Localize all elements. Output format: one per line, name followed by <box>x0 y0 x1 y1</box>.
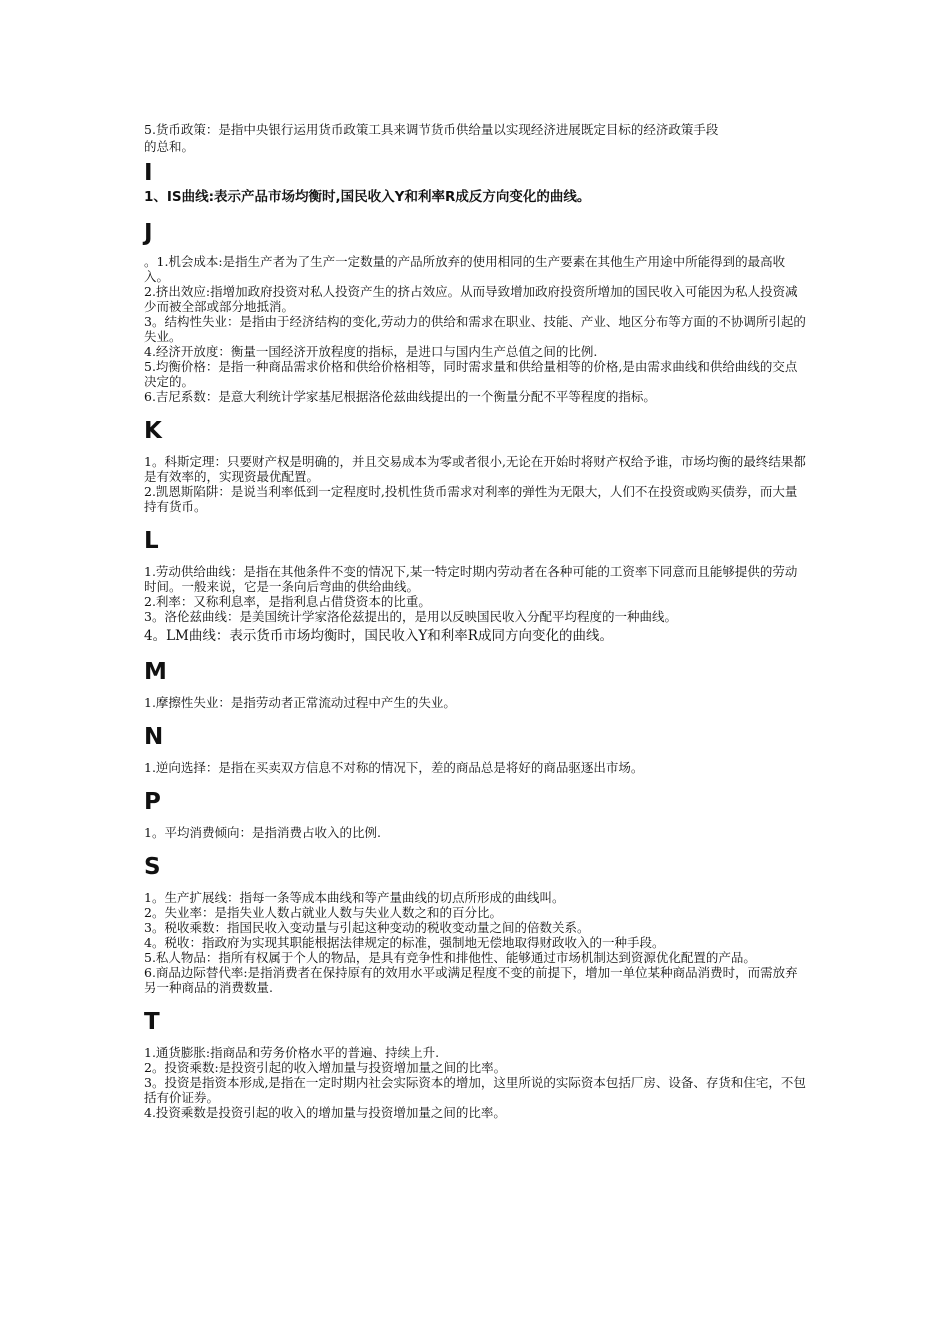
list-item: 2.凯恩斯陷阱：是说当利率低到一定程度时,投机性货币需求对利率的弹性为无限大，人们不在投资或购买债券，而大量持有货币。 <box>144 484 798 514</box>
list-item: 6.吉尼系数：是意大利统计学家基尼根据洛伦兹曲线提出的一个衡量分配不平等程度的指标。 <box>144 389 656 404</box>
list-item: 2.挤出效应:指增加政府投资对私人投资产生的挤占效应。从而导致增加政府投资所增加的国民收入可能因为私人投资减少而被全部或部分地抵消。 <box>144 284 798 314</box>
list-item: 3。结构性失业：是指由于经济结构的变化,劳动力的供给和需求在职业、技能、产业、地区分布等方面的不协调所引起的失业。 <box>144 314 806 344</box>
section-heading-t: T <box>144 1009 160 1035</box>
document-page <box>144 122 808 1120</box>
list-item: 1。科斯定理：只要财产权是明确的，并且交易成本为零或者很小,无论在开始时将财产权给予谁，市场均衡的最终结果都是有效率的，实现资最优配置。 <box>144 454 806 484</box>
lm-curve-definition: 4。LM曲线：表示货币市场均衡时，国民收入Y和利率R成同方向变化的曲线。 <box>144 628 613 644</box>
monetary-policy-line-1: 5.货币政策：是指中央银行运用货币政策工具来调节货币供给量以实现经济进展既定目标的经济政策手段 <box>144 122 719 137</box>
list-item: 4.投资乘数是投资引起的收入的增加量与投资增加量之间的比率。 <box>144 1105 506 1120</box>
list-item: 2。投资乘数:是投资引起的收入增加量与投资增加量之间的比率。 <box>144 1060 507 1075</box>
section-heading-n: N <box>144 724 164 750</box>
section-heading-k: K <box>144 418 162 444</box>
list-item: 2.利率：又称利息率，是指利息占借贷资本的比重。 <box>144 594 431 609</box>
list-item: 1。生产扩展线：指每一条等成本曲线和等产量曲线的切点所形成的曲线叫。 <box>144 890 565 905</box>
list-item: 3。税收乘数：指国民收入变动量与引起这种变动的税收变动量之间的倍数关系。 <box>144 920 590 935</box>
list-item: 5.均衡价格：是指一种商品需求价格和供给价格相等，同时需求量和供给量相等的价格,是由需求曲线和供给曲线的交点决定的。 <box>144 359 798 389</box>
section-heading-j: J <box>144 220 153 246</box>
list-item: 4。税收：指政府为实现其职能根据法律规定的标准，强制地无偿地取得财政收入的一种手段。 <box>144 935 665 950</box>
section-heading-p: P <box>144 789 161 815</box>
list-item: 。1.机会成本:是指生产者为了生产一定数量的产品所放弃的使用相同的生产要素在其他生产用途中所能得到的最高收入。 <box>144 254 786 284</box>
is-curve-definition: 1、IS曲线:表示产品市场均衡时,国民收入Y和利率R成反方向变化的曲线。 <box>144 189 591 205</box>
section-heading-i: I <box>144 160 153 186</box>
monetary-policy-line-2: 的总和。 <box>144 139 195 154</box>
list-item: 1.劳动供给曲线：是指在其他条件不变的情况下,某一特定时期内劳动者在各种可能的工资率下同意而且能够提供的劳动时间。一般来说，它是一条向后弯曲的供给曲线。 <box>144 564 798 594</box>
list-item: 3。投资是指资本形成,是指在一定时期内社会实际资本的增加，这里所说的实际资本包括厂房、设备、存货和住宅，不包括有价证券。 <box>144 1075 806 1105</box>
section-heading-m: M <box>144 659 167 685</box>
list-item: 6.商品边际替代率:是指消费者在保持原有的效用水平或满足程度不变的前提下，增加一单位某种商品消费时，而需放弃另一种商品的消费数量. <box>144 965 798 995</box>
section-heading-s: S <box>144 854 161 880</box>
list-item: 5.私人物品：指所有权属于个人的物品，是具有竞争性和排他性、能够通过市场机制达到资源优化配置的产品。 <box>144 950 756 965</box>
list-item: 4.经济开放度：衡量一国经济开放程度的指标，是进口与国内生产总值之间的比例. <box>144 344 598 359</box>
list-item: 1.逆向选择：是指在买卖双方信息不对称的情况下，差的商品总是将好的商品驱逐出市场。 <box>144 760 644 775</box>
list-item: 1.通货膨胀:指商品和劳务价格水平的普遍、持续上升. <box>144 1045 440 1060</box>
list-item: 1。平均消费倾向：是指消费占收入的比例. <box>144 825 381 840</box>
list-item: 2。失业率：是指失业人数占就业人数与失业人数之和的百分比。 <box>144 905 502 920</box>
list-item: 3。洛伦兹曲线：是美国统计学家洛伦兹提出的，是用以反映国民收入分配平均程度的一种曲线。 <box>144 609 677 624</box>
section-heading-l: L <box>144 528 159 554</box>
list-item: 1.摩擦性失业：是指劳动者正常流动过程中产生的失业。 <box>144 695 456 710</box>
